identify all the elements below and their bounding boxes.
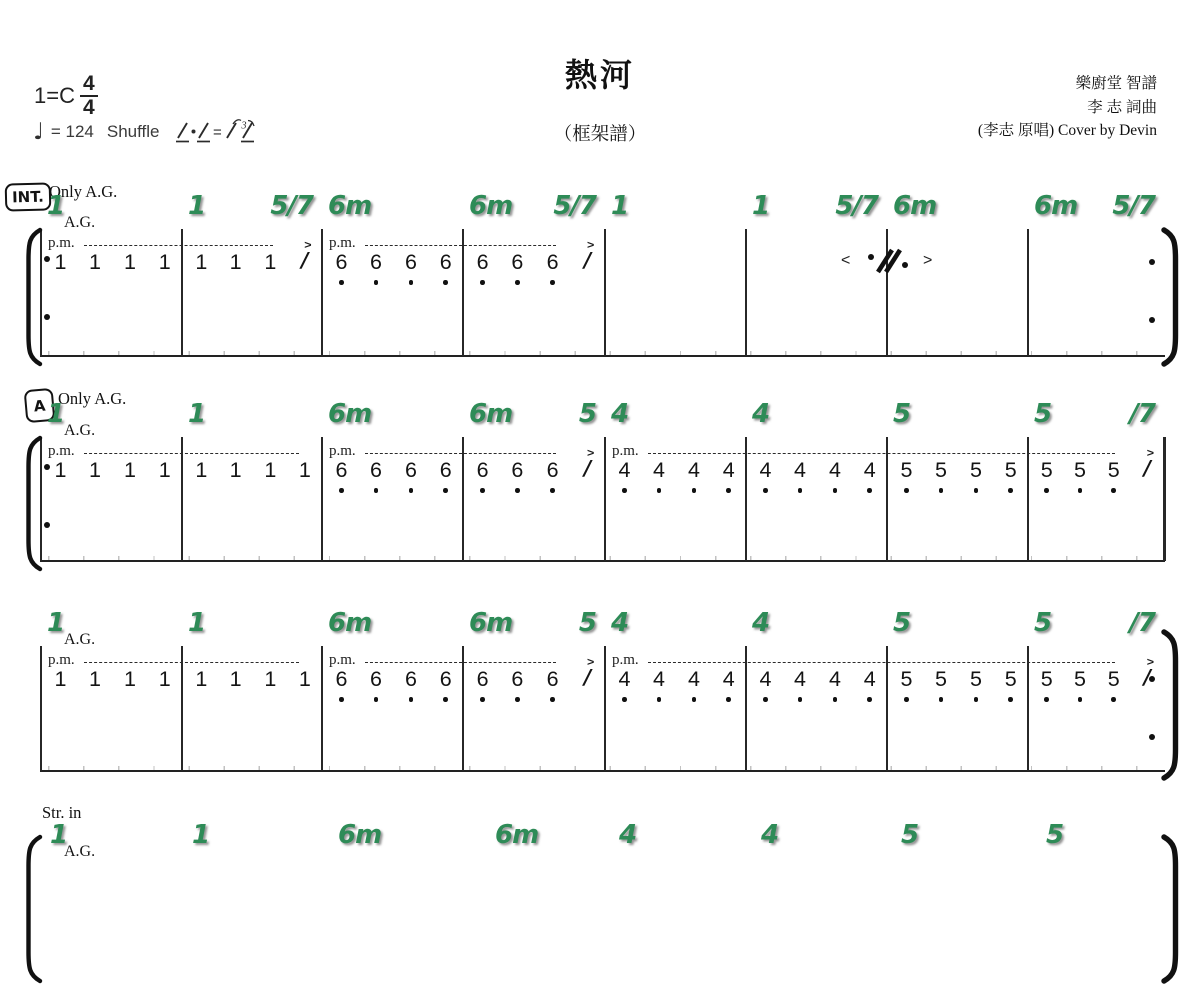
barline — [181, 229, 183, 356]
chord-label-end: 5/7 — [1112, 191, 1155, 221]
barline — [1027, 229, 1029, 356]
chord-label-end: 5/7 — [553, 191, 596, 221]
octave-dot — [1044, 488, 1049, 493]
note-digit: 6 — [404, 250, 417, 274]
note-digit: 6 — [511, 250, 524, 274]
chord-label: 1 — [752, 191, 770, 221]
barline — [1163, 437, 1166, 561]
barline — [321, 646, 323, 771]
simile-mark-icon — [865, 246, 911, 276]
octave-dot — [1008, 697, 1013, 702]
barline — [462, 437, 464, 561]
note-digit: 6 — [335, 250, 348, 274]
brace-left-icon — [22, 834, 46, 984]
note-digit: 6 — [404, 667, 417, 691]
barline — [745, 646, 747, 771]
accent-group — [1143, 655, 1155, 689]
note-digit: 4 — [618, 667, 631, 691]
octave-dot — [622, 697, 627, 702]
chord-label: 1 — [188, 399, 206, 429]
chord-label-end: 5 — [578, 608, 596, 638]
barline — [40, 646, 42, 771]
note-digit: 6 — [476, 667, 489, 691]
accent-mark: > — [304, 238, 312, 252]
repeat-dot — [1149, 259, 1155, 265]
barline — [604, 646, 606, 771]
note-digit: 6 — [439, 667, 452, 691]
octave-dot — [409, 280, 414, 285]
pm-dashes — [84, 662, 299, 663]
octave-dot — [974, 697, 979, 702]
pm-label: p.m. — [329, 652, 356, 668]
note-digit: 5 — [1040, 458, 1053, 482]
chord-label: 6m — [328, 608, 372, 638]
repeat-dot — [1149, 317, 1155, 323]
note-digit: 5 — [935, 667, 947, 691]
note-digit: 1 — [158, 250, 171, 274]
note-digit: 5 — [935, 458, 947, 482]
octave-dot — [867, 488, 872, 493]
barline — [181, 646, 183, 771]
note-digit: 1 — [195, 458, 208, 482]
barline — [1027, 646, 1029, 771]
note-digit: 4 — [759, 458, 772, 482]
repeat-dot — [44, 522, 50, 528]
simile-close: > — [923, 252, 933, 269]
octave-dot — [833, 488, 838, 493]
note-digit: 4 — [722, 667, 735, 691]
octave-dot — [1044, 697, 1049, 702]
chord-label: 6m — [328, 399, 372, 429]
octave-dot — [515, 280, 520, 285]
octave-dot — [443, 280, 448, 285]
chord-label: 1 — [47, 608, 65, 638]
octave-dot — [1078, 697, 1083, 702]
note-digit: 4 — [863, 458, 876, 482]
octave-dot — [374, 697, 379, 702]
pm-dashes — [365, 245, 556, 246]
note-digit: 5 — [1004, 667, 1017, 691]
accent-slash: / — [1143, 456, 1152, 480]
accent-group — [584, 238, 595, 272]
barline — [604, 437, 606, 561]
note-digit: 4 — [722, 458, 735, 482]
svg-text:=: = — [212, 124, 222, 141]
note-digit: 1 — [264, 458, 277, 482]
brace-right-icon — [1158, 629, 1182, 781]
pm-dashes — [84, 453, 299, 454]
note-digit: 5 — [1074, 458, 1087, 482]
note-digit: 5 — [900, 458, 913, 482]
octave-dot — [867, 697, 872, 702]
barline — [886, 646, 888, 771]
accent-group — [584, 446, 595, 480]
instrument-label: A.G. — [64, 631, 96, 648]
pm-dashes — [648, 662, 1115, 663]
instrument-label: A.G. — [64, 214, 96, 231]
note-digit: 4 — [687, 667, 700, 691]
pm-dashes — [84, 245, 273, 246]
note-digit: 6 — [335, 667, 348, 691]
octave-dot — [374, 280, 379, 285]
octave-dot — [763, 697, 768, 702]
chord-label-end: /7 — [1129, 608, 1155, 638]
octave-dot — [1111, 488, 1116, 493]
octave-dot — [409, 488, 414, 493]
chord-label: 4 — [619, 820, 637, 850]
instrument-label: A.G. — [64, 422, 96, 439]
accent-slash: / — [1143, 665, 1152, 689]
chord-label-end: 5 — [578, 399, 596, 429]
chord-label: 5 — [893, 608, 911, 638]
pm-label: p.m. — [329, 235, 356, 251]
note-digit: 4 — [828, 458, 841, 482]
song-title: 熱河 — [564, 57, 635, 93]
quarter-note-icon: ♩ — [33, 119, 44, 145]
note-digit: 1 — [298, 667, 311, 691]
chord-label: 4 — [611, 608, 629, 638]
accent-mark: > — [587, 655, 595, 669]
octave-dot — [443, 697, 448, 702]
octave-dot — [622, 488, 627, 493]
credit-line: 樂廚堂 智譜 — [1075, 75, 1157, 92]
barline — [462, 646, 464, 771]
note-digit: 5 — [900, 667, 913, 691]
pm-dashes — [365, 453, 556, 454]
octave-dot — [974, 488, 979, 493]
barline — [321, 437, 323, 561]
octave-dot — [726, 697, 731, 702]
note-digit: 6 — [370, 458, 382, 482]
chord-label: 1 — [47, 399, 65, 429]
note-digit: 4 — [687, 458, 700, 482]
bottom-line — [40, 355, 1165, 357]
note-digit: 6 — [476, 458, 489, 482]
chord-label: 6m — [469, 399, 513, 429]
chord-label-end: 5/7 — [835, 191, 878, 221]
note-digit: 6 — [546, 250, 559, 274]
note-digit: 5 — [1074, 667, 1087, 691]
note-digit: 6 — [335, 458, 348, 482]
note-digit: 1 — [195, 250, 208, 274]
chord-label: 4 — [752, 608, 770, 638]
chord-label: 1 — [192, 820, 210, 850]
octave-dot — [798, 488, 803, 493]
octave-dot — [443, 488, 448, 493]
pm-label: p.m. — [329, 443, 356, 459]
note-digit: 1 — [123, 458, 136, 482]
note-digit: 1 — [229, 458, 242, 482]
note-digit: 1 — [89, 667, 101, 691]
svg-text:3: 3 — [241, 120, 246, 132]
pm-label: p.m. — [48, 652, 75, 668]
brace-right-icon — [1158, 227, 1182, 367]
chord-label: 4 — [761, 820, 779, 850]
chord-label: 6m — [469, 608, 513, 638]
note-digit: 4 — [653, 458, 665, 482]
note-digit: 6 — [546, 458, 559, 482]
repeat-dot — [44, 464, 50, 470]
note-digit: 1 — [158, 667, 171, 691]
chord-label: 1 — [611, 191, 629, 221]
barline — [321, 229, 323, 356]
note-digit: 6 — [404, 458, 417, 482]
repeat-dot — [44, 256, 50, 262]
octave-dot — [939, 697, 944, 702]
octave-dot — [409, 697, 414, 702]
octave-dot — [939, 488, 944, 493]
note-digit: 6 — [546, 667, 559, 691]
section-label: Only A.G. — [49, 182, 118, 201]
note-digit: 1 — [264, 250, 277, 274]
note-digit: 6 — [476, 250, 489, 274]
note-digit: 6 — [439, 458, 452, 482]
octave-dot — [833, 697, 838, 702]
tempo-value: = 124 — [50, 122, 94, 141]
section-label: Str. in — [42, 803, 82, 822]
note-digit: 5 — [969, 458, 982, 482]
accent-slash: / — [301, 248, 309, 272]
barline — [181, 437, 183, 561]
note-digit: 5 — [1040, 667, 1053, 691]
octave-dot — [692, 697, 697, 702]
note-digit: 4 — [828, 667, 841, 691]
section-badge: INT. — [5, 182, 52, 211]
chord-label: 5 — [893, 399, 911, 429]
chord-label-end: 5/7 — [270, 191, 313, 221]
note-digit: 6 — [511, 458, 524, 482]
octave-dot — [374, 488, 379, 493]
note-digit: 6 — [370, 250, 382, 274]
note-digit: 5 — [1107, 458, 1120, 482]
barline — [745, 229, 747, 356]
octave-dot — [657, 488, 662, 493]
chord-label: 1 — [47, 191, 65, 221]
octave-dot — [480, 280, 485, 285]
octave-dot — [904, 697, 909, 702]
octave-dot — [763, 488, 768, 493]
note-digit: 4 — [794, 667, 806, 691]
accent-mark: > — [1146, 655, 1155, 669]
time-numerator: 4 — [80, 74, 98, 97]
note-digit: 1 — [158, 458, 171, 482]
chord-label: 6m — [328, 191, 372, 221]
note-digit: 5 — [1004, 458, 1017, 482]
barline — [462, 229, 464, 356]
accent-group — [1143, 446, 1155, 480]
chord-label: 1 — [188, 191, 206, 221]
note-digit: 4 — [759, 667, 772, 691]
repeat-dot — [1149, 734, 1155, 740]
chord-label: 1 — [50, 820, 68, 850]
octave-dot — [692, 488, 697, 493]
octave-dot — [550, 697, 555, 702]
pm-dashes — [648, 453, 1115, 454]
credit-line: 李 志 詞曲 — [1087, 98, 1157, 116]
feel-label: Shuffle — [106, 122, 160, 141]
credit-line: (李志 原唱) Cover by Devin — [977, 122, 1157, 139]
chord-label: 4 — [611, 399, 629, 429]
octave-dot — [657, 697, 662, 702]
octave-dot — [339, 488, 344, 493]
note-digit: 6 — [439, 250, 452, 274]
barline — [745, 437, 747, 561]
chord-label: 6m — [469, 191, 513, 221]
octave-dot — [904, 488, 909, 493]
accent-mark: > — [1146, 446, 1155, 460]
chord-label-end: /7 — [1129, 399, 1155, 429]
brace-left-icon — [22, 435, 46, 572]
chord-label: 1 — [188, 608, 206, 638]
note-digit: 1 — [264, 667, 277, 691]
chord-label: 6m — [338, 820, 382, 850]
note-digit: 1 — [298, 458, 311, 482]
octave-dot — [515, 488, 520, 493]
section-label: Only A.G. — [58, 389, 127, 408]
note-digit: 4 — [863, 667, 876, 691]
octave-dot — [550, 488, 555, 493]
chord-label: 6m — [495, 820, 539, 850]
note-digit: 1 — [123, 667, 136, 691]
octave-dot — [1078, 488, 1083, 493]
note-digit: 4 — [618, 458, 631, 482]
octave-dot — [550, 280, 555, 285]
song-subtitle: （框架譜） — [553, 125, 647, 145]
octave-dot — [1008, 488, 1013, 493]
note-digit: 1 — [123, 250, 136, 274]
octave-dot — [1111, 697, 1116, 702]
barline — [604, 229, 606, 356]
note-digit: 1 — [54, 458, 67, 482]
octave-dot — [480, 697, 485, 702]
note-digit: 1 — [229, 667, 242, 691]
octave-dot — [480, 488, 485, 493]
note-digit: 5 — [1107, 667, 1120, 691]
accent-group — [584, 655, 595, 689]
chord-label: 4 — [752, 399, 770, 429]
note-digit: 1 — [89, 458, 101, 482]
octave-dot — [726, 488, 731, 493]
barline — [886, 437, 888, 561]
accent-mark: > — [587, 446, 595, 460]
pm-label: p.m. — [612, 443, 639, 459]
octave-dot — [798, 697, 803, 702]
note-digit: 6 — [511, 667, 524, 691]
note-digit: 4 — [794, 458, 806, 482]
octave-dot — [339, 280, 344, 285]
instrument-label: A.G. — [64, 843, 96, 860]
time-denominator: 4 — [82, 96, 95, 119]
note-digit: 1 — [195, 667, 208, 691]
brace-right-icon — [1158, 834, 1182, 984]
accent-group — [301, 238, 312, 272]
accent-slash: / — [584, 456, 592, 480]
chord-label: 5 — [1034, 399, 1052, 429]
note-digit: 1 — [89, 250, 101, 274]
note-digit: 4 — [653, 667, 665, 691]
pm-dashes — [365, 662, 556, 663]
brace-left-icon — [22, 227, 46, 367]
chord-label: 5 — [1034, 608, 1052, 638]
simile-open: < — [841, 252, 851, 269]
pm-label: p.m. — [612, 652, 639, 668]
repeat-dot — [44, 314, 50, 320]
octave-dot — [339, 697, 344, 702]
barline — [1027, 437, 1029, 561]
chord-label: 6m — [1034, 191, 1078, 221]
bottom-line — [40, 560, 1165, 562]
chord-label: 5 — [901, 820, 919, 850]
octave-dot — [515, 697, 520, 702]
chord-label: 6m — [893, 191, 937, 221]
bottom-line — [40, 770, 1165, 772]
accent-slash: / — [584, 665, 592, 689]
key-label: 1=C — [34, 83, 75, 108]
chord-label: 5 — [1046, 820, 1064, 850]
note-digit: 5 — [969, 667, 982, 691]
section-badge: A — [24, 388, 56, 423]
note-digit: 1 — [54, 250, 67, 274]
accent-slash: / — [584, 248, 592, 272]
pm-label: p.m. — [48, 235, 75, 251]
note-digit: 1 — [54, 667, 67, 691]
accent-mark: > — [587, 238, 595, 252]
note-digit: 6 — [370, 667, 382, 691]
pm-label: p.m. — [48, 443, 75, 459]
note-digit: 1 — [229, 250, 242, 274]
